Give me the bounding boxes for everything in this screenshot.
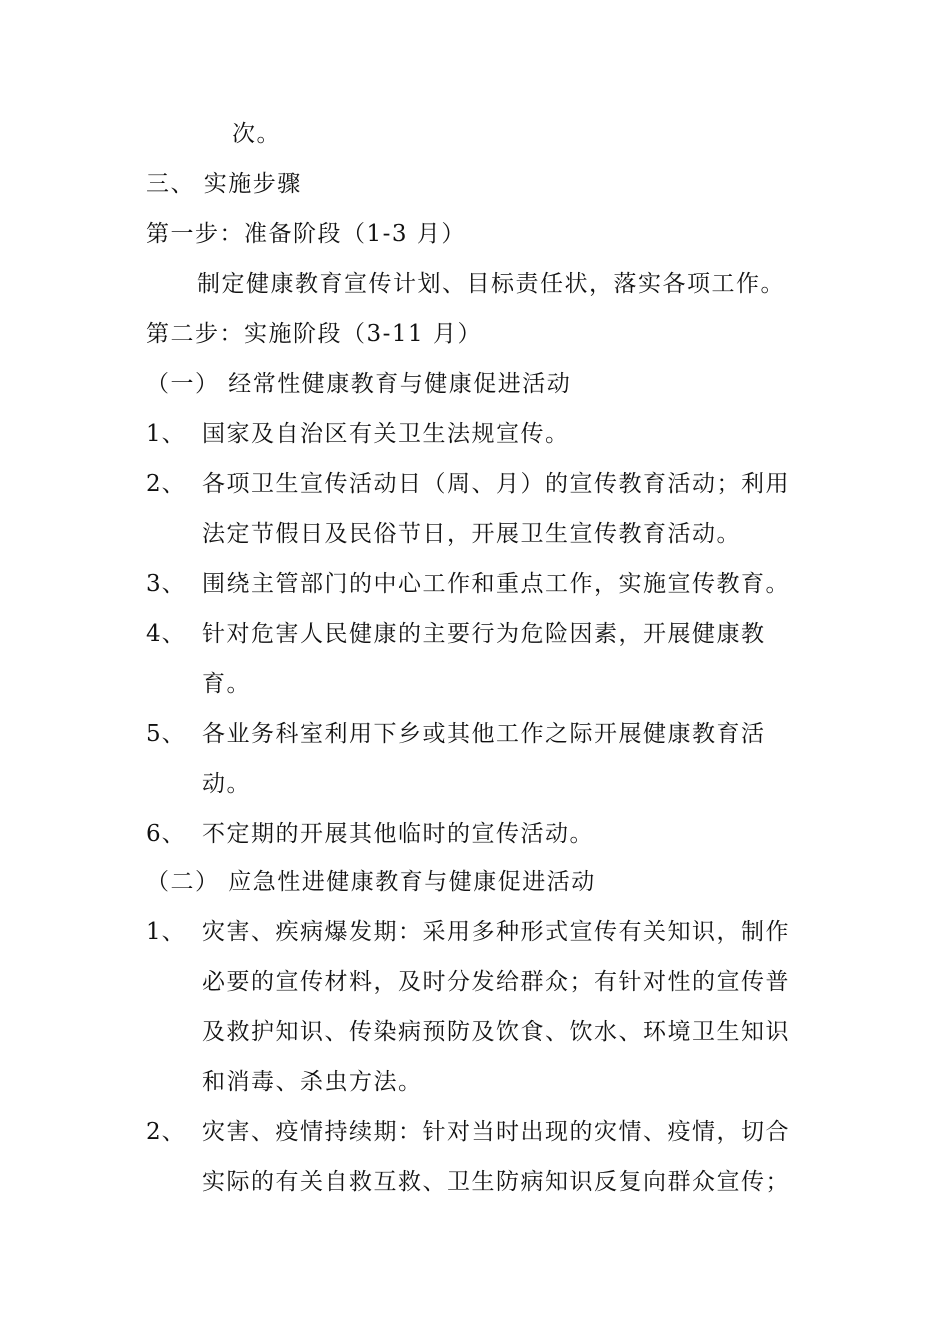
- list-item-number: 2、: [146, 471, 186, 497]
- list-item-text: 各业务科室利用下乡或其他工作之际开展健康教育活: [202, 721, 766, 747]
- list-item-text: 各项卫生宣传活动日（周、月）的宣传教育活动；利用: [202, 471, 790, 497]
- list-item-text: 动。: [202, 771, 251, 797]
- list-item-text: 及救护知识、传染病预防及饮食、饮水、环境卫生知识: [202, 1019, 790, 1045]
- list-item-text: 针对危害人民健康的主要行为危险因素，开展健康教: [202, 621, 766, 647]
- list-item-number: 3、: [146, 571, 186, 597]
- list-item-text: 和消毒、杀虫方法。: [202, 1069, 423, 1095]
- list-item-text: 实际的有关自救互救、卫生防病知识反复向群众宣传；: [202, 1169, 790, 1195]
- list-item-number: 1、: [146, 919, 186, 945]
- section-heading: 三、 实施步骤: [146, 171, 302, 197]
- list-item-number: 1、: [146, 421, 186, 447]
- list-item-text: 育。: [202, 671, 251, 697]
- list-item-text: 灾害、疾病爆发期：采用多种形式宣传有关知识，制作: [202, 919, 790, 945]
- list-item-text: 灾害、疫情持续期：针对当时出现的灾情、疫情，切合: [202, 1119, 790, 1145]
- list-item-text: 围绕主管部门的中心工作和重点工作，实施宣传教育。: [202, 571, 790, 597]
- list-item-number: 5、: [146, 721, 186, 747]
- list-item-text: 国家及自治区有关卫生法规宣传。: [202, 421, 570, 447]
- step-two-heading: 第二步：实施阶段（3-11 月）: [146, 321, 482, 347]
- step-one-heading: 第一步：准备阶段（1-3 月）: [146, 221, 466, 247]
- subsection-two-heading: （二） 应急性进健康教育与健康促进活动: [146, 869, 596, 895]
- continuation-line: 次。: [232, 121, 281, 147]
- list-item-text: 法定节假日及民俗节日，开展卫生宣传教育活动。: [202, 521, 741, 547]
- step-one-body: 制定健康教育宣传计划、目标责任状，落实各项工作。: [197, 271, 785, 297]
- list-item-number: 6、: [146, 821, 186, 847]
- list-item-number: 4、: [146, 621, 186, 647]
- subsection-one-heading: （一） 经常性健康教育与健康促进活动: [146, 371, 572, 397]
- list-item-number: 2、: [146, 1119, 186, 1145]
- list-item-text: 必要的宣传材料，及时分发给群众；有针对性的宣传普: [202, 969, 790, 995]
- list-item-text: 不定期的开展其他临时的宣传活动。: [202, 821, 594, 847]
